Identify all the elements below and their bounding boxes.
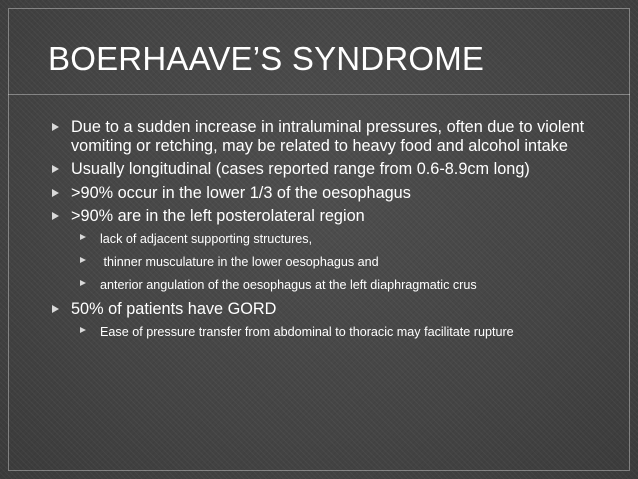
sub-bullet-item (52, 231, 612, 247)
bullet-text: >90% occur in the lower 1/3 of the oesophagus (71, 183, 411, 202)
triangle-right-icon (80, 234, 86, 240)
triangle-right-icon (80, 327, 86, 333)
bullet-text: Due to a sudden increase in intraluminal pressures, often due to violent vomiting or retching, may be related to heavy food and alcohol intake (71, 118, 585, 155)
bullet-list (52, 118, 612, 347)
triangle-right-icon (52, 123, 59, 131)
sub-bullet-item (52, 324, 612, 340)
sub-bullet-text: Ease of pressure transfer from abdominal to thoracic may facilitate rupture (100, 324, 514, 339)
bullet-item (52, 160, 612, 179)
triangle-right-icon (52, 189, 59, 197)
sub-bullet-item (52, 277, 612, 293)
triangle-right-icon (80, 280, 86, 286)
bullet-text: >90% are in the left posterolateral region (71, 207, 365, 226)
triangle-right-icon (52, 212, 59, 220)
sub-bullet-item (52, 254, 612, 270)
bullet-item (52, 207, 612, 226)
sub-bullet-text: lack of adjacent supporting structures, (100, 231, 313, 246)
bullet-text: 50% of patients have GORD (71, 299, 277, 318)
bullet-item (52, 118, 612, 155)
sub-bullet-text: thinner musculature in the lower oesophagus and (100, 254, 379, 269)
triangle-right-icon (80, 257, 86, 263)
sub-bullet-text: anterior angulation of the oesophagus at the left diaphragmatic crus (100, 277, 477, 292)
slide-title: BOERHAAVE’S SYNDROME (48, 40, 485, 77)
title-divider (8, 94, 630, 95)
bullet-item (52, 184, 612, 203)
bullet-text: Usually longitudinal (cases reported range from 0.6-8.9cm long) (71, 160, 530, 179)
triangle-right-icon (52, 165, 59, 173)
bullet-item (52, 300, 612, 319)
triangle-right-icon (52, 305, 59, 313)
